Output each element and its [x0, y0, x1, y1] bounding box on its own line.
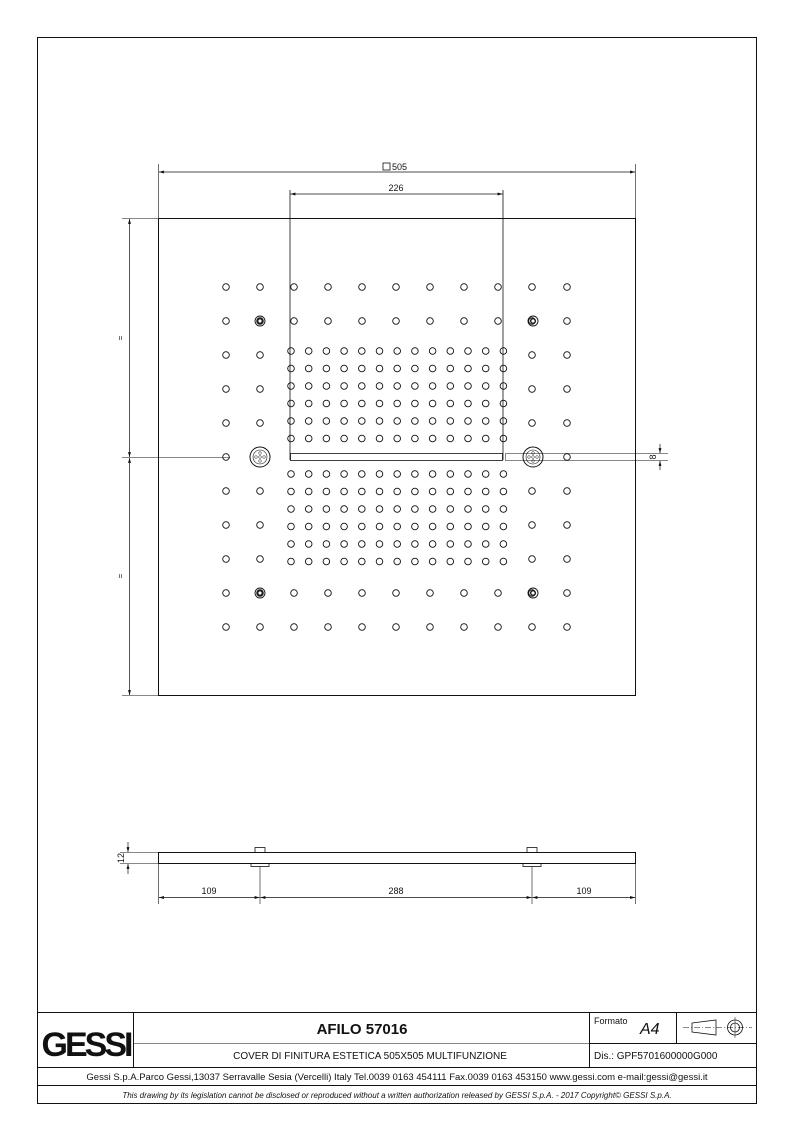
- nozzle-hole: [447, 523, 454, 530]
- mounting-bolt-center: [531, 319, 536, 324]
- nozzle-hole: [305, 418, 312, 425]
- nozzle-hole: [323, 523, 330, 530]
- nozzle-hole: [500, 400, 507, 407]
- product-title: AFILO 57016: [316, 1021, 408, 1038]
- nozzle-hole: [427, 590, 434, 597]
- svg-text:GESSI: GESSI: [41, 1026, 131, 1064]
- nozzle-hole: [359, 471, 366, 478]
- nozzle-hole: [461, 284, 468, 291]
- nozzle-hole: [482, 488, 489, 495]
- dimension-vertical-equal: [116, 219, 230, 696]
- nozzle-hole: [394, 365, 401, 372]
- nozzle-hole: [359, 400, 366, 407]
- title-block: [38, 1013, 757, 1101]
- nozzle-hole: [394, 383, 401, 390]
- center-slot: [291, 444, 669, 470]
- nozzle-hole: [291, 624, 298, 631]
- nozzle-hole: [305, 400, 312, 407]
- nozzle-hole: [341, 523, 348, 530]
- nozzle-hole: [482, 471, 489, 478]
- nozzle-hole: [223, 556, 230, 563]
- nozzle-hole: [495, 624, 502, 631]
- nozzle-hole: [461, 624, 468, 631]
- nozzle-hole: [359, 523, 366, 530]
- nozzle-hole: [223, 590, 230, 597]
- nozzle-hole: [341, 488, 348, 495]
- nozzle-hole: [359, 435, 366, 442]
- nozzle-hole: [564, 284, 571, 291]
- nozzle-hole: [500, 506, 507, 513]
- nozzle-hole: [341, 365, 348, 372]
- nozzle-hole: [429, 506, 436, 513]
- nozzle-hole: [323, 348, 330, 355]
- nozzle-hole: [323, 383, 330, 390]
- nozzle-hole: [359, 284, 366, 291]
- nozzle-hole: [429, 400, 436, 407]
- nozzle-hole: [223, 522, 230, 529]
- nozzle-hole: [325, 624, 332, 631]
- nozzle-hole: [305, 488, 312, 495]
- nozzle-hole: [412, 506, 419, 513]
- nozzle-hole: [325, 284, 332, 291]
- nozzle-hole: [429, 418, 436, 425]
- nozzle-hole: [376, 523, 383, 530]
- nozzle-hole: [257, 522, 264, 529]
- nozzle-hole: [447, 541, 454, 548]
- nozzle-hole: [394, 488, 401, 495]
- nozzle-hole: [482, 348, 489, 355]
- nozzle-hole: [429, 471, 436, 478]
- nozzle-hole: [465, 541, 472, 548]
- drawing-number: Dis.: GPF5701600000G000: [594, 1051, 718, 1062]
- dim-label-8: 8: [648, 454, 658, 460]
- nozzle-hole: [257, 386, 264, 393]
- nozzle-hole: [291, 318, 298, 325]
- nozzle-hole: [288, 365, 295, 372]
- nozzle-hole: [447, 418, 454, 425]
- nozzle-hole: [394, 435, 401, 442]
- nozzle-hole: [465, 383, 472, 390]
- nozzle-hole: [394, 506, 401, 513]
- nozzle-hole: [223, 352, 230, 359]
- nozzle-hole: [223, 386, 230, 393]
- nozzle-hole: [288, 488, 295, 495]
- nozzle-hole: [412, 523, 419, 530]
- nozzle-hole: [427, 284, 434, 291]
- nozzle-hole: [564, 624, 571, 631]
- dim-label-505: 505: [392, 162, 408, 172]
- nozzle-hole: [323, 400, 330, 407]
- nozzle-hole: [447, 488, 454, 495]
- dim-label-12: 12: [116, 852, 126, 864]
- nozzle-hole: [482, 558, 489, 565]
- gessi-logo: [42, 1026, 132, 1064]
- fitting-left: [251, 848, 269, 867]
- format-value: A4: [640, 1021, 660, 1038]
- nozzle-hole: [359, 365, 366, 372]
- nozzle-hole: [500, 348, 507, 355]
- nozzle-hole: [500, 488, 507, 495]
- nozzle-hole: [465, 488, 472, 495]
- sheet-frame: [38, 38, 757, 1104]
- nozzle-hole: [495, 318, 502, 325]
- nozzle-hole: [394, 418, 401, 425]
- nozzle-hole: [564, 386, 571, 393]
- nozzle-hole: [341, 348, 348, 355]
- product-description: COVER DI FINITURA ESTETICA 505X505 MULTIFUNZIONE: [233, 1051, 507, 1062]
- nozzle-hole: [376, 435, 383, 442]
- nozzle-hole: [427, 318, 434, 325]
- nozzle-hole: [288, 471, 295, 478]
- nozzle-hole: [288, 400, 295, 407]
- plate-section: [159, 853, 636, 864]
- nozzle-hole: [429, 348, 436, 355]
- nozzle-hole: [341, 558, 348, 565]
- nozzle-hole: [482, 523, 489, 530]
- nozzle-hole: [376, 541, 383, 548]
- nozzle-hole: [257, 624, 264, 631]
- nozzle-hole: [529, 624, 536, 631]
- nozzle-hole: [429, 488, 436, 495]
- nozzle-hole: [429, 435, 436, 442]
- nozzle-hole: [341, 471, 348, 478]
- nozzle-hole: [412, 365, 419, 372]
- nozzle-hole: [482, 365, 489, 372]
- nozzle-hole: [412, 541, 419, 548]
- nozzle-hole: [447, 435, 454, 442]
- nozzle-hole: [305, 435, 312, 442]
- nozzle-hole: [288, 435, 295, 442]
- nozzle-hole: [495, 590, 502, 597]
- nozzle-hole: [429, 558, 436, 565]
- nozzle-hole: [305, 506, 312, 513]
- nozzle-hole: [394, 558, 401, 565]
- nozzle-hole: [257, 488, 264, 495]
- nozzle-hole: [412, 488, 419, 495]
- nozzle-hole: [257, 284, 264, 291]
- nozzle-hole: [465, 558, 472, 565]
- light-fixture-left: [250, 447, 270, 467]
- nozzle-hole: [500, 365, 507, 372]
- nozzle-hole: [447, 400, 454, 407]
- nozzle-hole: [412, 418, 419, 425]
- nozzle-hole: [465, 400, 472, 407]
- nozzle-hole: [291, 590, 298, 597]
- nozzle-hole: [495, 284, 502, 291]
- nozzle-hole: [465, 348, 472, 355]
- nozzle-hole: [465, 418, 472, 425]
- equal-mark-bottom: =: [116, 573, 125, 579]
- nozzle-hole: [257, 352, 264, 359]
- nozzle-hole: [529, 488, 536, 495]
- nozzle-hole: [376, 488, 383, 495]
- nozzle-hole: [482, 418, 489, 425]
- nozzle-hole: [288, 348, 295, 355]
- nozzle-hole: [323, 365, 330, 372]
- company-address: Gessi S.p.A.Parco Gessi,13037 Serravalle Sesia (Vercelli) Italy Tel.0039 0163 454111 Fax.0039 0163 453150 www.gessi.com e-mail:gessi@gessi.it: [86, 1072, 708, 1083]
- light-fixture-right: [523, 447, 543, 467]
- nozzle-hole: [223, 284, 230, 291]
- nozzle-hole: [412, 383, 419, 390]
- nozzle-hole: [564, 590, 571, 597]
- legal-notice: This drawing by its legislation cannot be disclosed or reproduced without a written authorization released by GESSI S.p.A. - 2017 Copyright© GESSI S.p.A.: [122, 1091, 672, 1100]
- nozzle-hole: [323, 418, 330, 425]
- nozzle-hole: [341, 400, 348, 407]
- mounting-bolt-center: [258, 319, 263, 324]
- nozzle-hole: [223, 454, 230, 461]
- nozzle-hole: [447, 383, 454, 390]
- nozzle-hole: [564, 318, 571, 325]
- nozzle-hole: [323, 558, 330, 565]
- nozzle-hole: [376, 383, 383, 390]
- nozzle-hole: [482, 435, 489, 442]
- nozzle-hole: [288, 523, 295, 530]
- nozzle-hole: [376, 418, 383, 425]
- nozzle-hole: [394, 348, 401, 355]
- nozzle-hole: [305, 541, 312, 548]
- nozzle-hole: [394, 523, 401, 530]
- nozzle-hole: [393, 624, 400, 631]
- nozzle-hole: [412, 471, 419, 478]
- format-label: Formato: [594, 1016, 628, 1026]
- nozzle-hole: [412, 400, 419, 407]
- mounting-bolt-center: [531, 591, 536, 596]
- nozzle-hole: [529, 556, 536, 563]
- nozzle-hole: [223, 420, 230, 427]
- nozzle-hole: [359, 318, 366, 325]
- nozzle-hole: [393, 590, 400, 597]
- nozzle-holes: [223, 284, 571, 631]
- nozzle-hole: [482, 400, 489, 407]
- nozzle-hole: [429, 383, 436, 390]
- nozzle-hole: [359, 418, 366, 425]
- nozzle-hole: [394, 541, 401, 548]
- dimension-226: [291, 183, 503, 194]
- projection-symbol-icon: [683, 1017, 752, 1038]
- nozzle-hole: [429, 523, 436, 530]
- nozzle-hole: [500, 541, 507, 548]
- nozzle-hole: [223, 488, 230, 495]
- nozzle-hole: [429, 541, 436, 548]
- nozzle-hole: [447, 348, 454, 355]
- nozzle-hole: [223, 318, 230, 325]
- nozzle-hole: [376, 471, 383, 478]
- nozzle-hole: [376, 558, 383, 565]
- nozzle-hole: [564, 454, 571, 461]
- section-view: [116, 842, 636, 904]
- nozzle-hole: [305, 471, 312, 478]
- equal-mark-top: =: [116, 335, 125, 341]
- nozzle-hole: [429, 365, 436, 372]
- nozzle-hole: [341, 541, 348, 548]
- nozzle-hole: [288, 418, 295, 425]
- nozzle-hole: [465, 523, 472, 530]
- nozzle-hole: [359, 590, 366, 597]
- nozzle-hole: [564, 522, 571, 529]
- nozzle-hole: [500, 383, 507, 390]
- nozzle-hole: [359, 348, 366, 355]
- nozzle-hole: [223, 624, 230, 631]
- nozzle-hole: [288, 541, 295, 548]
- nozzle-hole: [394, 471, 401, 478]
- nozzle-hole: [376, 365, 383, 372]
- mounting-bolt-center: [258, 591, 263, 596]
- nozzle-hole: [529, 420, 536, 427]
- nozzle-hole: [447, 471, 454, 478]
- nozzle-hole: [412, 558, 419, 565]
- nozzle-hole: [305, 558, 312, 565]
- dim-label-226: 226: [388, 183, 404, 193]
- nozzle-hole: [529, 284, 536, 291]
- nozzle-hole: [305, 365, 312, 372]
- nozzle-hole: [359, 558, 366, 565]
- nozzle-hole: [323, 541, 330, 548]
- nozzle-hole: [288, 558, 295, 565]
- nozzle-hole: [305, 523, 312, 530]
- nozzle-hole: [465, 506, 472, 513]
- nozzle-hole: [465, 471, 472, 478]
- nozzle-hole: [359, 506, 366, 513]
- nozzle-hole: [341, 435, 348, 442]
- nozzle-hole: [288, 383, 295, 390]
- nozzle-hole: [412, 348, 419, 355]
- nozzle-hole: [257, 420, 264, 427]
- nozzle-hole: [359, 624, 366, 631]
- fitting-right: [523, 848, 541, 867]
- nozzle-hole: [359, 488, 366, 495]
- nozzle-hole: [482, 506, 489, 513]
- nozzle-hole: [359, 541, 366, 548]
- nozzle-hole: [323, 488, 330, 495]
- nozzle-hole: [325, 318, 332, 325]
- nozzle-hole: [564, 352, 571, 359]
- nozzle-hole: [323, 435, 330, 442]
- plan-view: [116, 162, 668, 696]
- nozzle-hole: [393, 318, 400, 325]
- nozzle-hole: [305, 383, 312, 390]
- nozzle-hole: [393, 284, 400, 291]
- nozzle-hole: [500, 471, 507, 478]
- nozzle-hole: [376, 400, 383, 407]
- nozzle-hole: [465, 435, 472, 442]
- nozzle-hole: [341, 383, 348, 390]
- nozzle-hole: [447, 365, 454, 372]
- nozzle-hole: [257, 556, 264, 563]
- nozzle-hole: [482, 541, 489, 548]
- nozzle-hole: [288, 506, 295, 513]
- nozzle-hole: [529, 386, 536, 393]
- dim-label-109-right: 109: [576, 886, 592, 896]
- nozzle-hole: [500, 558, 507, 565]
- nozzle-hole: [482, 383, 489, 390]
- nozzle-hole: [461, 590, 468, 597]
- dim-label-109-left: 109: [201, 886, 217, 896]
- nozzle-hole: [564, 556, 571, 563]
- nozzle-hole: [529, 352, 536, 359]
- nozzle-hole: [564, 488, 571, 495]
- dim-label-288: 288: [388, 886, 404, 896]
- nozzle-hole: [500, 418, 507, 425]
- nozzle-hole: [412, 435, 419, 442]
- nozzle-hole: [394, 400, 401, 407]
- nozzle-hole: [500, 435, 507, 442]
- nozzle-hole: [529, 522, 536, 529]
- nozzle-hole: [359, 383, 366, 390]
- nozzle-hole: [323, 506, 330, 513]
- nozzle-hole: [341, 506, 348, 513]
- nozzle-hole: [447, 558, 454, 565]
- nozzle-hole: [564, 420, 571, 427]
- nozzle-hole: [447, 506, 454, 513]
- nozzle-hole: [465, 365, 472, 372]
- nozzle-hole: [305, 348, 312, 355]
- nozzle-hole: [461, 318, 468, 325]
- nozzle-hole: [427, 624, 434, 631]
- nozzle-hole: [341, 418, 348, 425]
- nozzle-hole: [291, 284, 298, 291]
- nozzle-hole: [376, 506, 383, 513]
- nozzle-hole: [325, 590, 332, 597]
- nozzle-hole: [376, 348, 383, 355]
- nozzle-hole: [323, 471, 330, 478]
- nozzle-hole: [500, 523, 507, 530]
